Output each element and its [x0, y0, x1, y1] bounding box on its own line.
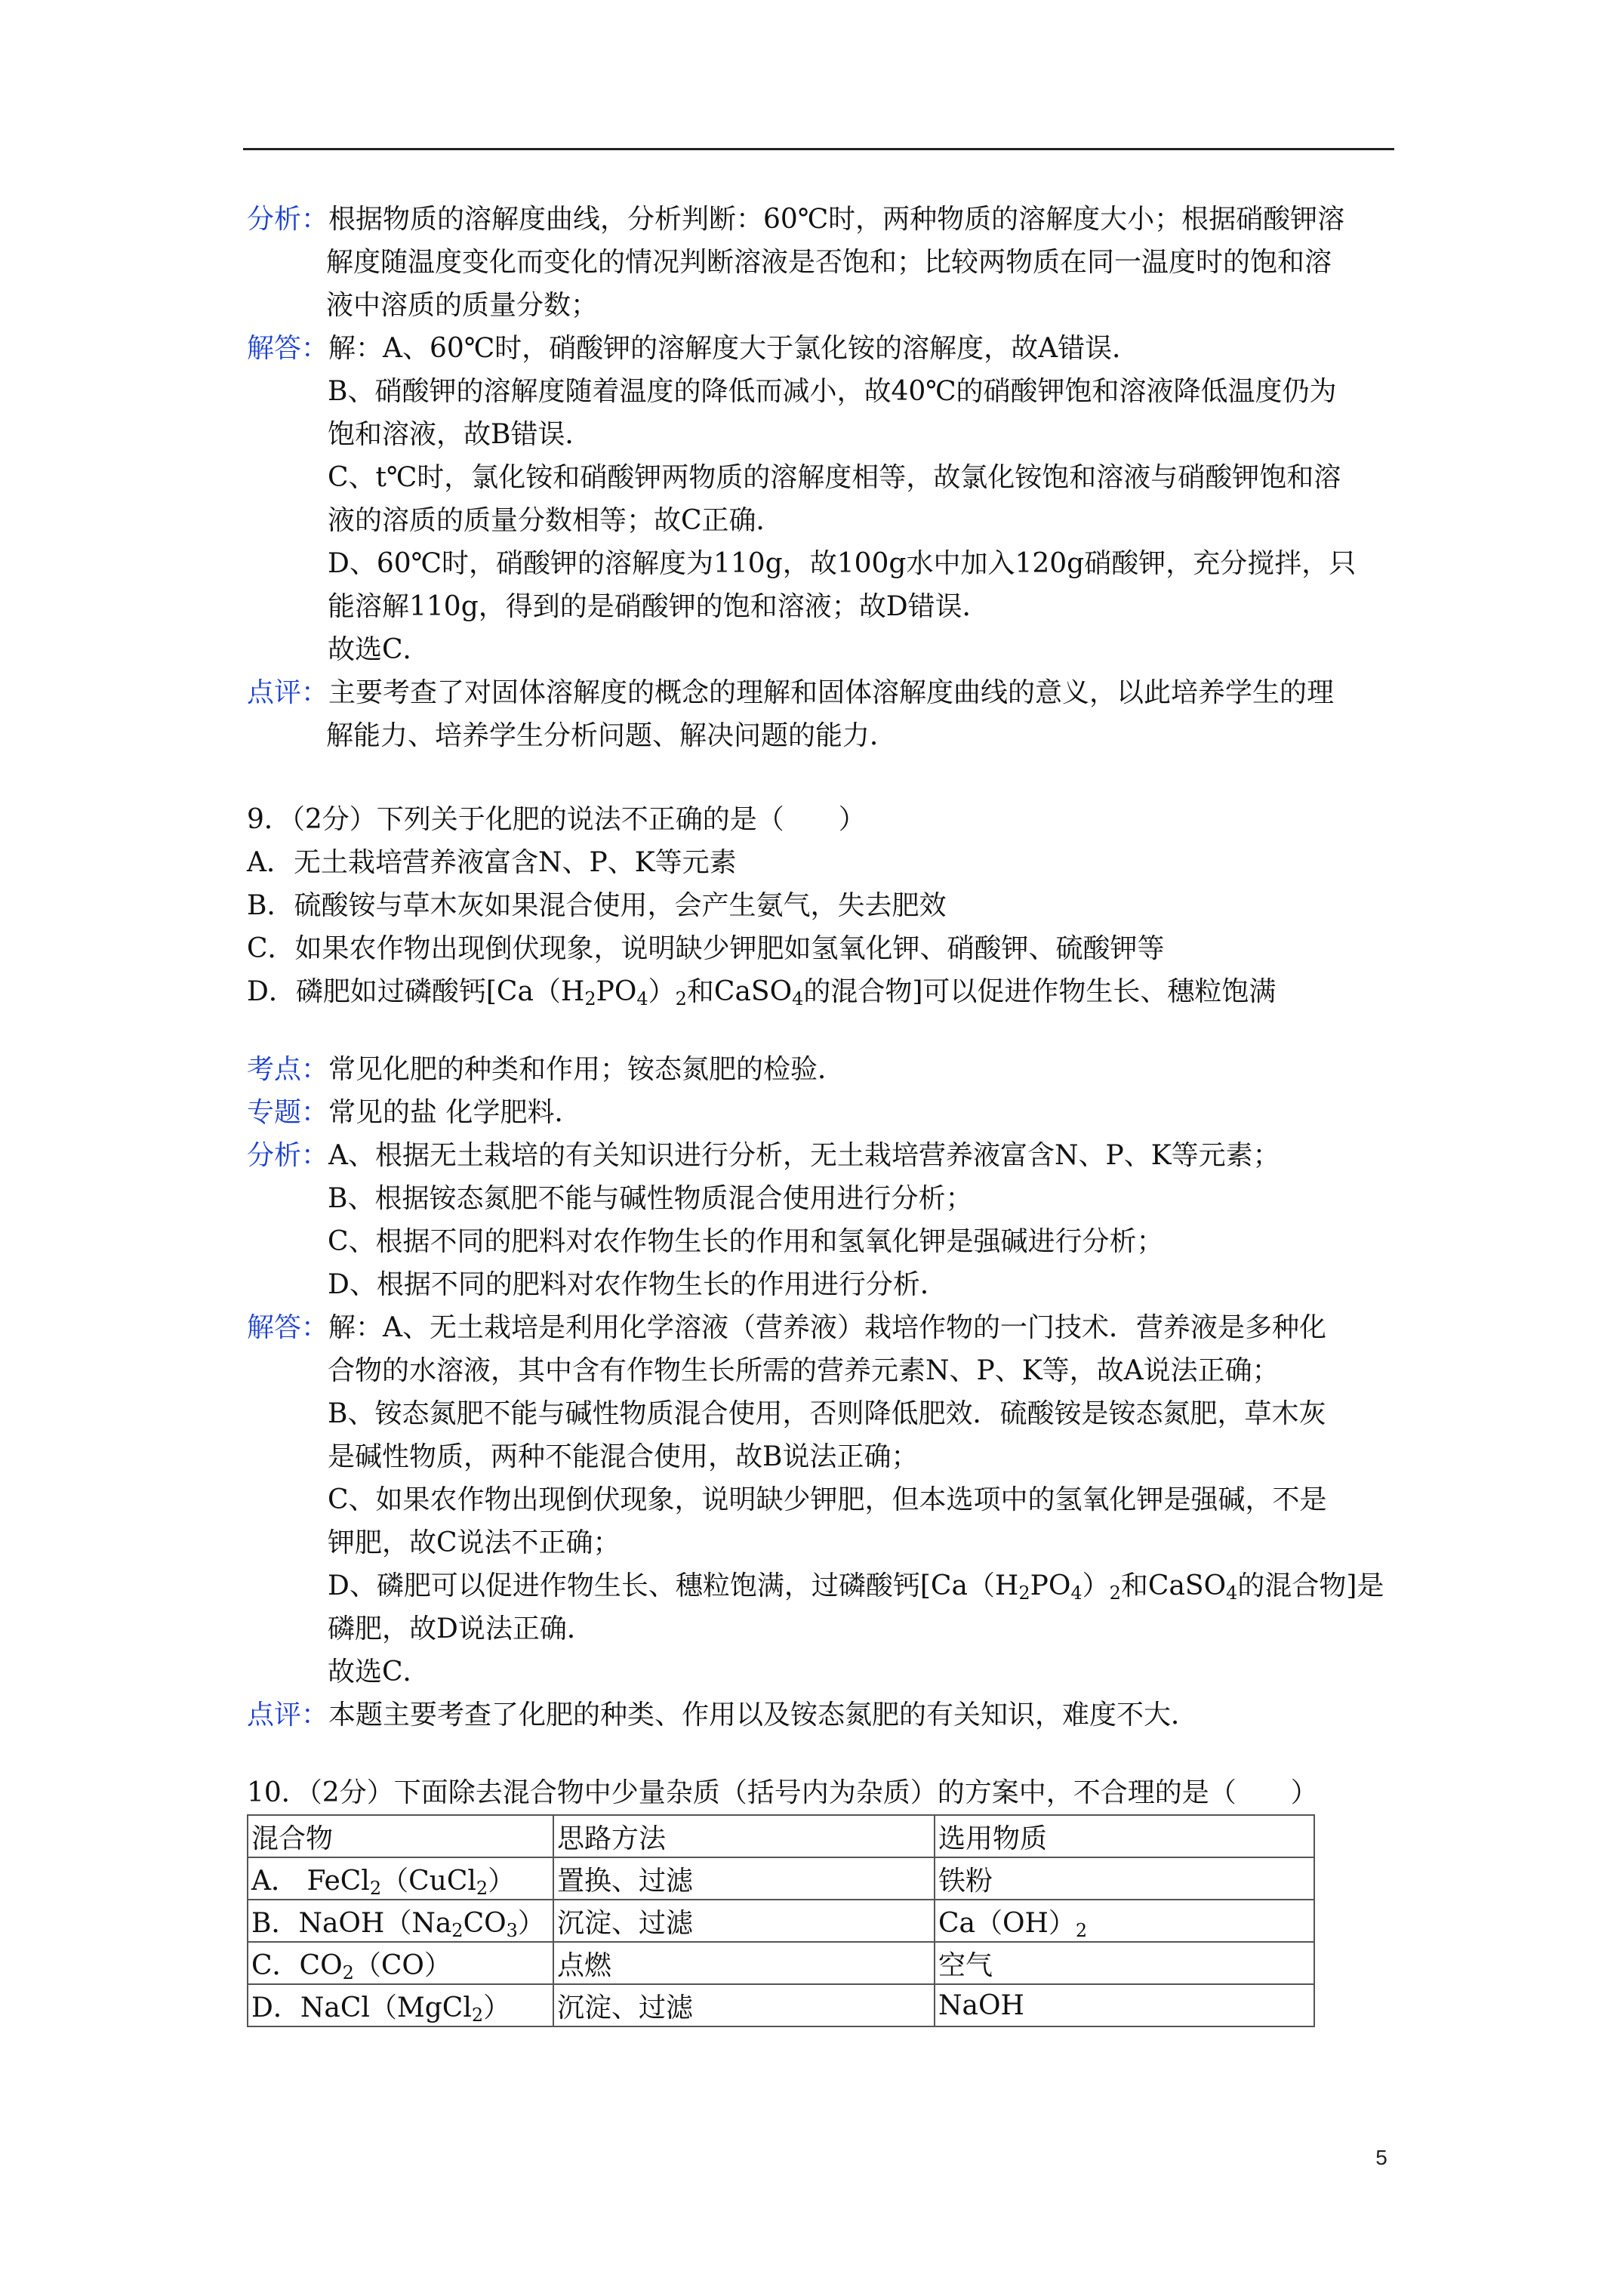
q8-answer-line-2: B、硝酸钾的溶解度随着温度的降低而减小，故40℃的硝酸钾饱和溶液降低温度仍为	[328, 376, 1337, 407]
topic-label: 专题：	[247, 1097, 329, 1128]
q9-option-c: C．如果农作物出现倒伏现象，说明缺少钾肥如氢氧化钾、硝酸钾、硫酸钾等	[247, 933, 1165, 964]
analysis-label: 分析：	[247, 1140, 329, 1171]
q9-topic: 专题：常见的盐 化学肥料．	[247, 1097, 582, 1128]
q9-answer-line-6: 钾肥，故C说法不正确；	[328, 1527, 621, 1558]
cell-mixture: C．$CO_2(CO)$	[248, 1942, 553, 1984]
q9-analysis-line-1: 分析：A、根据无土栽培的有关知识进行分析，无土栽培营养液富含N、P、K等元素；	[247, 1140, 1280, 1171]
cell-mixture: D．NaCl（MgCl$_2$）	[248, 1984, 553, 2026]
q9-option-b: B．硫酸铵与草木灰如果混合使用，会产生氨气，失去肥效	[247, 890, 947, 921]
q9-analysis-line-2: B、根据铵态氮肥不能与碱性物质混合使用进行分析；	[328, 1183, 973, 1214]
q9-answer-line-8: 磷肥，故D说法正确．	[328, 1613, 594, 1644]
answer-label: 解答：	[247, 1312, 329, 1343]
q9-comment: 点评：本题主要考查了化肥的种类、作用以及铵态氮肥的有关知识，难度不大．	[247, 1700, 1199, 1730]
table-row	[248, 1900, 1314, 1942]
q8-comment-line-2: 解能力、培养学生分析问题、解决问题的能力．	[326, 720, 898, 751]
q8-analysis-line-3: 液中溶质的质量分数；	[326, 290, 599, 321]
cell-reagent: $Ca(OH)_2$	[935, 1900, 1314, 1942]
q9-answer-line-3: B、铵态氮肥不能与碱性物质混合使用，否则降低肥效．硫酸铵是铵态氮肥，草木灰	[328, 1398, 1326, 1429]
q9-point: 考点：常见化肥的种类和作用；铵态氮肥的检验．	[247, 1054, 845, 1085]
cell-reagent: NaOH	[935, 1984, 1314, 2026]
q9-answer-line-5: C、如果农作物出现倒伏现象，说明缺少钾肥，但本选项中的氢氧化钾是强碱，不是	[328, 1484, 1327, 1515]
q8-answer-line-8: 故选C．	[328, 634, 430, 665]
q8-answer-line-3: 饱和溶液，故B错误．	[328, 419, 593, 450]
header-reagent: 选用物质	[935, 1815, 1314, 1857]
table-header-row	[248, 1815, 1314, 1857]
q10-stem: 10．（2分）下面除去混合物中少量杂质（括号内为杂质）的方案中，不合理的是（ ）	[247, 1777, 1318, 1808]
cell-method: 点燃	[553, 1942, 935, 1984]
cell-method: 沉淀、过滤	[553, 1900, 935, 1942]
q8-comment-line-1: 点评：主要考查了对固体溶解度的概念的理解和固体溶解度曲线的意义，以此培养学生的理	[247, 677, 1335, 708]
q9-analysis-line-3: C、根据不同的肥料对农作物生长的作用和氢氧化钾是强碱进行分析；	[328, 1226, 1164, 1257]
cell-method: 置换、过滤	[553, 1857, 935, 1900]
q8-analysis-line-2: 解度随温度变化而变化的情况判断溶液是否饱和；比较两物质在同一温度时的饱和溶	[326, 247, 1332, 278]
comment-label: 点评：	[247, 677, 329, 708]
q10-options-table	[247, 1814, 1315, 2027]
q9-stem: 9．（2分）下列关于化肥的说法不正确的是（ ）	[247, 804, 866, 835]
answer-label: 解答：	[247, 333, 329, 364]
analysis-label: 分析：	[247, 204, 329, 235]
q9-option-a: A．无土栽培营养液富含N、P、K等元素	[247, 847, 737, 878]
cell-mixture: B．$NaOH(Na_2CO_3)$	[248, 1900, 553, 1942]
header-mixture: 混合物	[248, 1815, 553, 1857]
cell-reagent: 空气	[935, 1942, 1314, 1984]
point-label: 考点：	[247, 1054, 329, 1085]
q8-answer-line-1: 解答：解：A、60℃时，硝酸钾的溶解度大于氯化铵的溶解度，故A错误．	[247, 333, 1140, 364]
header-method: 思路方法	[553, 1815, 935, 1857]
table-row	[248, 1857, 1314, 1900]
q8-answer-line-6: D、60℃时，硝酸钾的溶解度为110g，故100g水中加入120g硝酸钾，充分搅拌，只	[328, 548, 1357, 579]
q8-answer-line-4: C、t℃时，氯化铵和硝酸钾两物质的溶解度相等，故氯化铵饱和溶液与硝酸钾饱和溶	[328, 462, 1341, 493]
q9-answer-line-4: 是碱性物质，两种不能混合使用，故B说法正确；	[328, 1441, 919, 1472]
q8-answer-line-5: 液的溶质的质量分数相等；故C正确．	[328, 505, 784, 536]
page-number: 5	[1375, 2146, 1387, 2169]
cell-method: 沉淀、过滤	[553, 1984, 935, 2026]
q8-analysis-line-1: 分析：根据物质的溶解度曲线，分析判断：60℃时，两种物质的溶解度大小；根据硝酸钾溶	[247, 204, 1345, 235]
cell-reagent: 铁粉	[935, 1857, 1314, 1900]
table-row	[248, 1942, 1314, 1984]
q9-answer-line-7: D、磷肥可以促进作物生长、穗粒饱满，过磷酸钙[$Ca(H_2PO_4)_2$和CaSO$_4$的混合物]是	[328, 1570, 1384, 1604]
q9-analysis-line-4: D、根据不同的肥料对农作物生长的作用进行分析．	[328, 1269, 947, 1300]
q8-answer-line-7: 能溶解110g，得到的是硝酸钾的饱和溶液；故D错误．	[328, 591, 990, 622]
q9-answer-line-2: 合物的水溶液，其中含有作物生长所需的营养元素N、P、K等，故A说法正确；	[328, 1355, 1280, 1386]
comment-label: 点评：	[247, 1700, 329, 1730]
q9-option-d: D．磷肥如过磷酸钙[$Ca(H_2PO_4)_2$和CaSO$_4$的混合物]可以促进作物生长、穗粒饱满	[247, 976, 1277, 1009]
header-rule	[243, 148, 1394, 150]
table-row	[248, 1984, 1314, 2026]
q9-answer-line-9: 故选C．	[328, 1657, 430, 1687]
q9-answer-line-1: 解答：解：A、无土栽培是利用化学溶液（营养液）栽培作物的一门技术．营养液是多种化	[247, 1312, 1327, 1343]
cell-mixture: A． FeCl$_2$（CuCl$_2$）	[248, 1857, 553, 1900]
page-content	[247, 198, 1394, 2027]
